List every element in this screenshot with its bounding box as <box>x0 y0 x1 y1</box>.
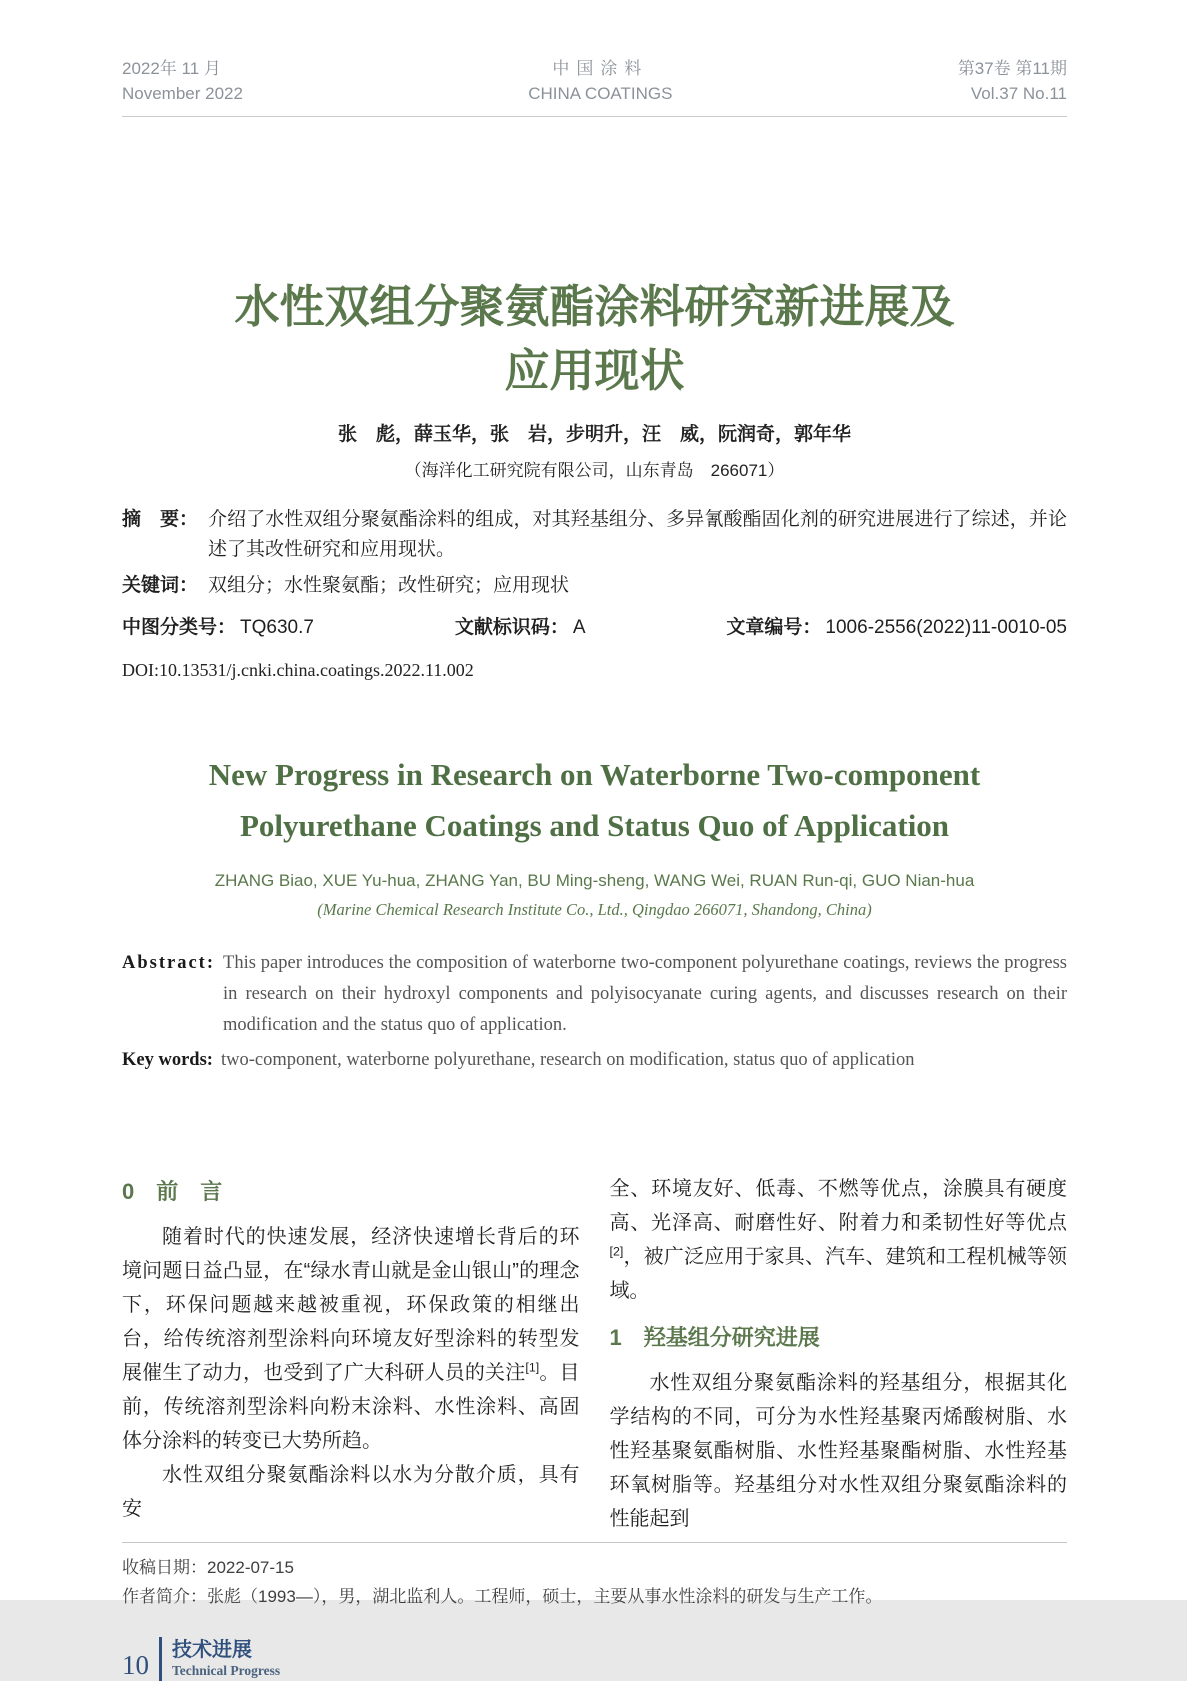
section-1-paragraph: 水性双组分聚氨酯涂料的羟基组分，根据其化学结构的不同，可分为水性羟基聚丙烯酸树脂、水性羟基聚氨酯树脂、水性羟基聚酯树脂、水性羟基环氧树脂等。羟基组分对水性双组分聚氨酯涂料的性能起到 <box>609 1372 1067 1530</box>
keywords-zh-label: 关键词： <box>122 575 199 596</box>
article-title-zh-line1: 水性双组分聚氨酯涂料研究新进展及 <box>234 281 955 332</box>
abstract-zh-label: 摘 要： <box>122 509 199 530</box>
volume-issue-en: Vol.37 No.11 <box>970 84 1067 103</box>
article-id-value: 1006-2556(2022)11-0010-05 <box>825 617 1067 638</box>
abstract-en-row <box>122 948 1067 1041</box>
author-bio: 作者简介：张彪（1993—），男，湖北监利人。工程师，硕士，主要从事水性涂料的研发与生产工作。 <box>122 1587 883 1606</box>
header-date <box>122 56 243 106</box>
abstract-en-label: Abstract: <box>122 953 216 973</box>
english-abstract-block <box>122 948 1067 1076</box>
journal-name-zh: 中国涂料 <box>552 59 649 78</box>
clc-label: 中图分类号： <box>122 617 237 638</box>
volume-issue-zh: 第37卷 第11期 <box>957 59 1067 78</box>
doi: DOI:10.13531/j.cnki.china.coatings.2022.11.002 <box>122 660 474 680</box>
footnotes <box>122 1542 1067 1611</box>
keywords-en-label: Key words: <box>122 1050 213 1070</box>
section-1-heading: 1 羟基组分研究进展 <box>609 1325 820 1350</box>
page-footer <box>122 1637 1067 1681</box>
article-title-zh-line2: 应用现状 <box>504 345 685 396</box>
header-date-zh: 2022年 11 月 <box>122 59 221 78</box>
intro-paragraph-2-cont-tail: ，被广泛应用于家具、汽车、建筑和工程机械等领域。 <box>609 1246 1067 1302</box>
intro-paragraph-2: 水性双组分聚氨酯涂料以水为分散介质，具有安 <box>122 1464 580 1520</box>
classification-row <box>122 613 1067 643</box>
citation-ref-1: [1] <box>525 1360 540 1375</box>
section-0-heading: 0 前 言 <box>122 1179 223 1204</box>
doc-code-label: 文献标识码： <box>454 617 569 638</box>
keywords-zh-row <box>122 571 1067 601</box>
intro-paragraph-1 <box>122 1220 580 1458</box>
page-number: 10 <box>122 1650 149 1680</box>
intro-paragraph-2-cont-text: 全、环境友好、低毒、不燃等优点，涂膜具有硬度高、光泽高、耐磨性好、附着力和柔韧性好等优点 <box>609 1178 1067 1234</box>
header-journal-name <box>528 56 672 106</box>
abstract-zh-row <box>122 505 1067 565</box>
journal-running-head <box>122 56 1067 117</box>
article-title-en-line1: New Progress in Research on Waterborne Two-component <box>208 757 981 792</box>
article-title-en <box>122 749 1067 851</box>
journal-name-en: CHINA COATINGS <box>528 84 673 103</box>
clc-item <box>122 613 314 643</box>
authors-zh: 张 彪，薛玉华，张 岩，步明升，汪 威，阮润奇，郭年华 <box>337 424 851 445</box>
article-title-zh <box>122 275 1067 403</box>
article-id-label: 文章编号： <box>726 617 822 638</box>
intro-paragraph-1-tail: 。目前，传统溶剂型涂料向粉末涂料、水性涂料、高固体分涂料的转变已大势所趋。 <box>122 1362 580 1452</box>
left-column <box>122 1172 580 1536</box>
authors-en: ZHANG Biao, XUE Yu-hua, ZHANG Yan, BU Ming-sheng, WANG Wei, RUAN Run-qi, GUO Nian-hua <box>214 871 975 890</box>
article-title-en-line2: Polyurethane Coatings and Status Quo of Application <box>239 808 950 843</box>
footer-section-en: Technical Progress <box>172 1663 281 1678</box>
keywords-en-row <box>122 1045 1067 1076</box>
header-volume-issue <box>958 56 1067 106</box>
affiliation-en: (Marine Chemical Research Institute Co., Ltd., Qingdao 266071, Shandong, China) <box>317 900 872 919</box>
footer-section-zh: 技术进展 <box>172 1639 252 1661</box>
abstract-zh-text: 介绍了水性双组分聚氨酯涂料的组成，对其羟基组分、多异氰酸酯固化剂的研究进展进行了综述，并论述了其改性研究和应用现状。 <box>208 509 1067 560</box>
intro-paragraph-2-continuation <box>610 1172 1068 1308</box>
footer-section-name <box>172 1638 280 1680</box>
received-date: 收稿日期：2022-07-15 <box>122 1558 294 1577</box>
article-body <box>122 1172 1067 1536</box>
chinese-meta-block <box>122 505 1067 685</box>
citation-ref-2: [2] <box>609 1244 624 1259</box>
abstract-en-text: This paper introduces the composition of waterborne two-component polyurethane coatings, reviews the progress in research on their hydroxyl components and polyisocyanate curing agents, and discusses research on their modification and the status quo of application. <box>223 953 1067 1035</box>
affiliation-zh: （海洋化工研究院有限公司，山东青岛 266071） <box>404 461 785 480</box>
keywords-zh-text: 双组分；水性聚氨酯；改性研究；应用现状 <box>208 575 570 596</box>
article-id-item <box>726 613 1067 643</box>
header-date-en: November 2022 <box>122 84 243 103</box>
keywords-en-text: two-component, waterborne polyurethane, research on modification, status quo of application <box>220 1050 915 1070</box>
doc-code-item <box>455 613 586 643</box>
intro-paragraph-1-text: 随着时代的快速发展，经济快速增长背后的环境问题日益凸显，在“绿水青山就是金山银山”的理念下，环保问题越来越被重视，环保政策的相继出台，给传统溶剂型涂料向环境友好型涂料的转型发展催生了动力，也受到了广大科研人员的关注 <box>122 1226 580 1384</box>
right-column <box>610 1172 1068 1536</box>
doc-code-value: A <box>572 617 586 638</box>
footer-divider-bar <box>159 1637 162 1681</box>
clc-value: TQ630.7 <box>240 617 314 638</box>
